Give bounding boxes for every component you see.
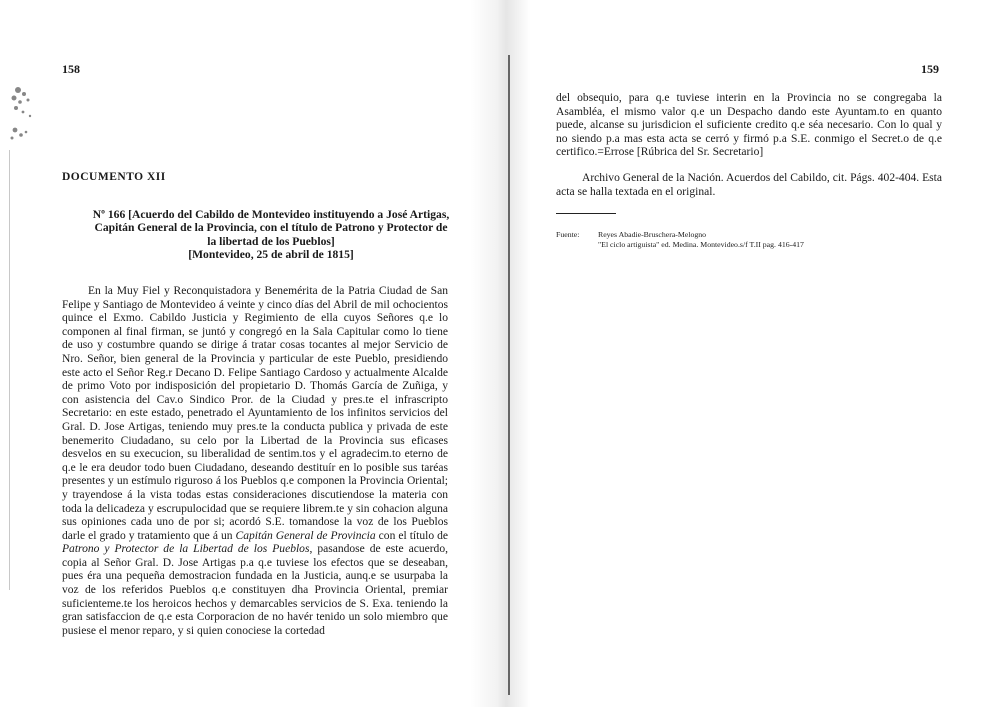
body-text: En la Muy Fiel y Reconquistadora y Benemérita de la Patria Ciudad de San Felipe y Santiago de Montevideo á veinte y cinco días del Abril de mil ochocientos quince el Exmo. Cabildo Justicia y Regimiento de ella cuyos Señores q.e lo componen al final firman, se juntó y congregó en la Sala Capitular como lo tiene de uso y costumbre quando se dirige á tratar cosas tocantes al mejor Servicio de Nro. Señor, bien general de la Provincia y particular de este Pueblo, presidiendo este acto el Señor Reg.r Decano D. Felipe Santiago Cardoso y actualmente Alcalde de primo Voto por indisposición del propietario D. Thomás García de Zuñiga, y con asistencia del Cav.o Sindico Pror. de la Ciudad y pres.te el infrascripto Secretario: en este estado, penetrado el Ayuntamiento de los infinitos servicios del Gral. D. Jose Artigas, teniendo muy pres.te la conducta publica y privada de este benemerito Ciudadano, su celo por la Libertad de la Provincia sus eficases desvelos en su execucion, su liberalidad de sentim.tos y el agradecim.to eterno de q.e le era deudor todo buen Ciudadano, deseando destituír en lo posible sus taréas presentes y un estímulo riguroso á los Pueblos q.e componen la Provincia Oriental; y trayendose á la vista todas estas consideraciones discutiendose la materia con toda la delicadeza y escrupulocidad que se requiere librem.te y sin cohacion alguna sus opiniones cada uno de por si; acordó S.E. tomandose la voz de los Pueblos darle el grado y tratamiento que á un: [62, 285, 448, 542]
page-number-right: 159: [921, 62, 939, 76]
body-text: , pasandose de este acuerdo, copia al Señor Gral. D. Jose Artigas p.a q.e tuviese los efectos que se deseaban, pues éra una pequeña demostracion fundada en la Justicia, aunq.e se usurpaba la voz de los referidos Pueblos q.e constituyen dha Provincia Oriental, premiar suficienteme.te los heroicos hechos y demarcables servicios de S. Exa. teniendo la gran satisfaccion de q.e esta Corporacion de no havér tenido un solo miembro que pusiese el menor reparo, y si quien conociese la cortedad: [62, 543, 448, 637]
page-number-left: 158: [62, 62, 80, 76]
header-date: [Montevideo, 25 de abril de 1815]: [188, 247, 354, 261]
scan-smudge: [6, 80, 40, 150]
body-paragraph: [62, 285, 448, 638]
footnote-label: Fuente:: [556, 230, 580, 239]
document-header: [90, 208, 452, 261]
continuation-paragraph: del obsequio, para q.e tuviese interin en la Provincia no se congregaba la Asambléa, el mismo valor q.e un Despacho dando este Ayuntam.to en quanto puede, alcanse su jurisdicion el suficiente credito q.e séa necesario. Con lo qual y no siendo p.a mas esta acta se cerró y firmó p.a S.E. conmigo el Secret.o de q.e certifico.=Errose [Rúbrica del Sr. Secretario]: [556, 92, 942, 159]
document-title: DOCUMENTO XII: [62, 171, 166, 183]
italic-title: Patrono y Protector de la Libertad de los Pueblos: [62, 543, 310, 556]
body-text-right: [556, 92, 942, 199]
footnote-source: Reyes Abadie-Bruschera-Melogno: [598, 230, 707, 239]
footnote: [556, 230, 946, 250]
body-text: con el título de: [375, 529, 449, 542]
body-text-left: [62, 285, 448, 638]
page-edge-line: [9, 150, 10, 590]
italic-title: Capitán General de Provincia: [235, 529, 376, 542]
header-line: Capitán General de la Provincia, con el título de Patrono y Protector de: [94, 221, 448, 235]
gutter-shadow: [470, 0, 530, 707]
footnote-rule: [556, 213, 616, 214]
book-spine: [508, 55, 510, 695]
header-line: Nº 166 [Acuerdo del Cabildo de Montevideo instituyendo a José Artigas,: [92, 208, 450, 221]
archive-paragraph: Archivo General de la Nación. Acuerdos del Cabildo, cit. Págs. 402-404. Esta acta se halla textada en el original.: [556, 171, 942, 198]
footnote-source-detail: "El ciclo artiguista" ed. Medina. Montevideo.s/f T.II pag. 416-417: [598, 240, 804, 249]
header-line: la libertad de los Pueblos]: [207, 234, 335, 248]
